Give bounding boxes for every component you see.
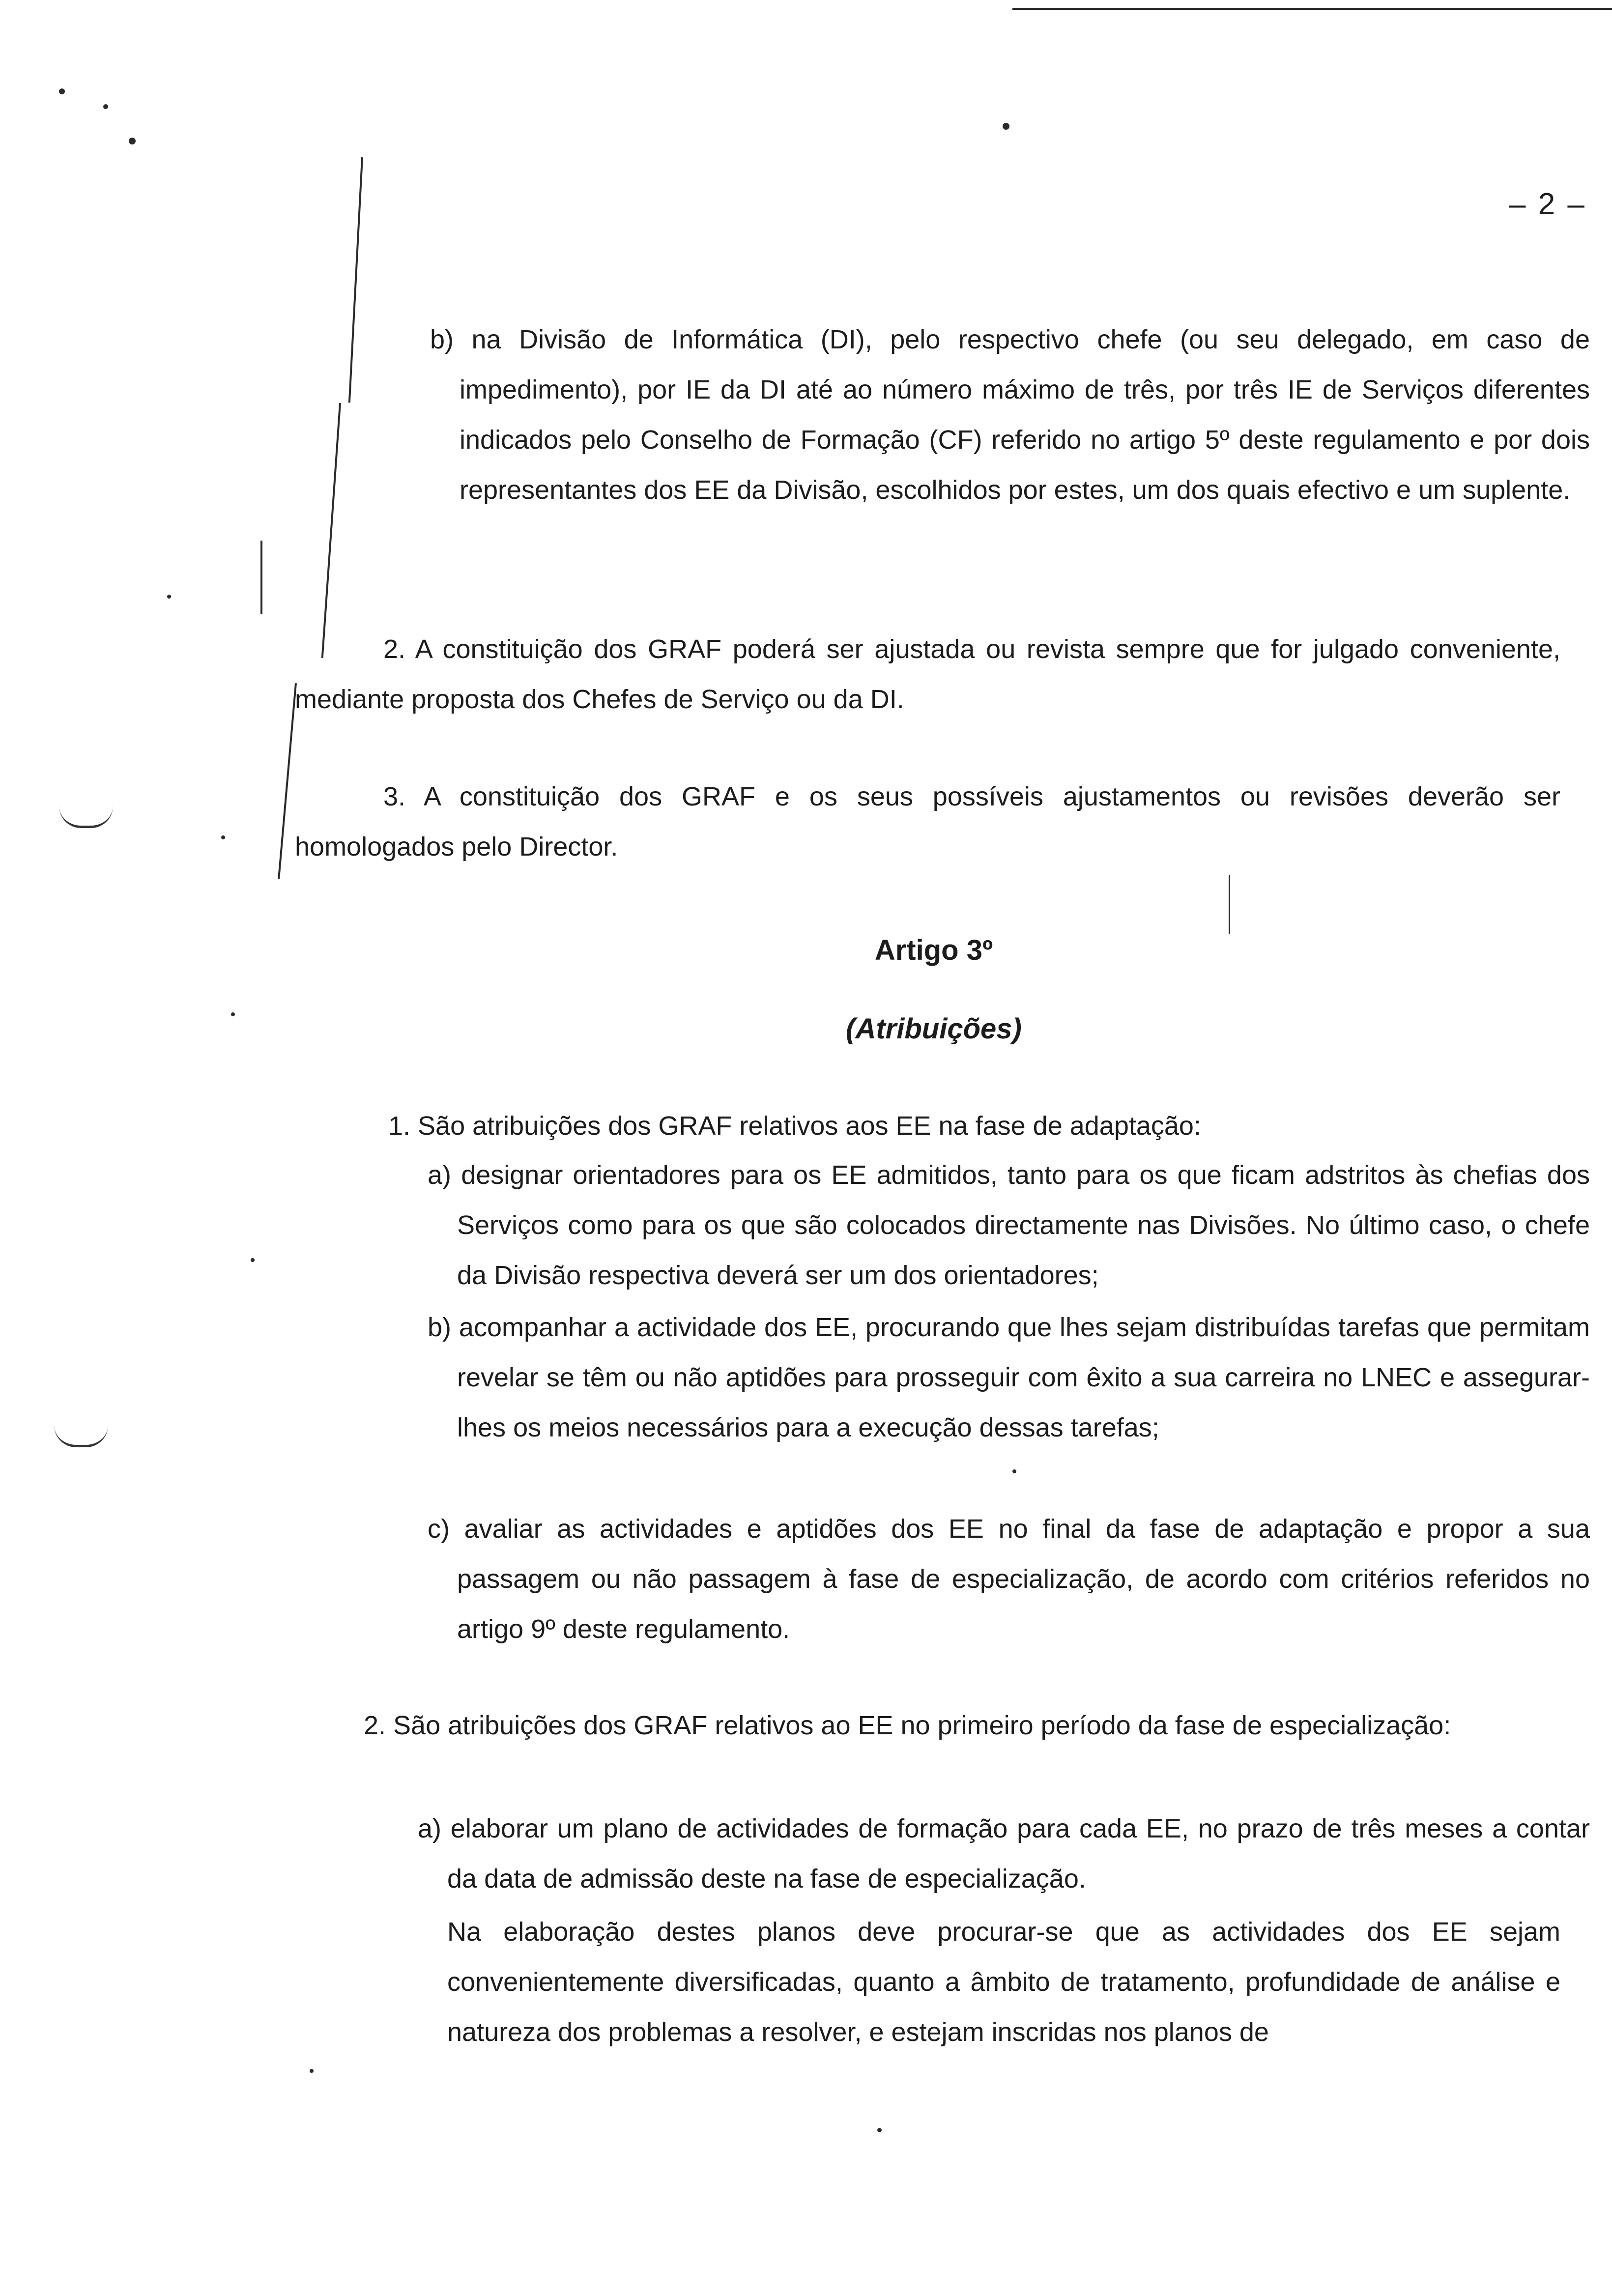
scan-top-rule — [1012, 8, 1612, 10]
scan-speck — [877, 2128, 882, 2132]
scan-curve-mark — [59, 806, 113, 828]
scan-speck — [129, 138, 136, 144]
section-1-item-a: a) designar orientadores para os EE admitidos, tanto para os que ficam adstritos às chefias dos Serviços como para os que são colocados directamente nas Divisões. No último caso, o chefe da Divisão respectiva deverá ser um dos orientadores; — [428, 1160, 1590, 1290]
section-2-intro: 2. São atribuições dos GRAF relativos ao EE no primeiro período da fase de especialização: — [364, 1711, 1451, 1740]
scan-speck — [1003, 123, 1009, 130]
paragraph-3: 3. A constituição dos GRAF e os seus possíveis ajustamentos ou revisões deverão ser homologados pelo Director. — [295, 782, 1560, 861]
section-2-item-a: a) elaborar um plano de actividades de formação para cada EE, no prazo de três meses a contar da data de admissão deste na fase de especialização. — [418, 1814, 1590, 1894]
scan-speck — [167, 595, 171, 599]
paragraph-2: 2. A constituição dos GRAF poderá ser ajustada ou revista sempre que for julgado conveniente, mediante proposta dos Chefes de Serviço ou da DI. — [295, 634, 1560, 714]
scan-speck — [59, 88, 65, 94]
scan-speck — [251, 1258, 255, 1262]
article-title: Artigo 3º — [874, 934, 993, 966]
scan-speck — [231, 1012, 235, 1016]
section-2-note: Na elaboração destes planos deve procurar-se que as actividades dos EE sejam convenientemente diversificadas, quanto a âmbito de tratamento, profundidade de análise e natureza dos problemas a resolver, e estejam inscridas nos planos de — [447, 1917, 1560, 2047]
scan-speck — [310, 2069, 314, 2073]
section-1-item-c: c) avaliar as actividades e aptidões dos EE no final da fase de adaptação e propor a sua passagem ou não passagem à fase de especialização, de acordo com critérios referidos no artigo 9º deste regulamento. — [428, 1514, 1590, 1644]
scan-speck — [1012, 1469, 1016, 1473]
scan-margin-line-3 — [278, 683, 297, 879]
page-number: – 2 – — [1509, 187, 1586, 221]
scan-curve-mark — [54, 1425, 108, 1447]
section-1-item-b: b) acompanhar a actividade dos EE, procurando que lhes sejam distribuídas tarefas que permitam revelar se têm ou não aptidões para prosseguir com êxito a sua carreira no LNEC e assegurar-lhes os meios necessários para a execução dessas tarefas; — [428, 1313, 1590, 1442]
scan-right-tick — [1229, 875, 1230, 934]
section-1-intro: 1. São atribuições dos GRAF relativos aos EE na fase de adaptação: — [388, 1111, 1201, 1141]
article-subtitle: (Atribuições) — [846, 1013, 1022, 1045]
scan-margin-line — [348, 157, 363, 403]
scan-speck — [221, 835, 225, 839]
scan-margin-tick — [260, 541, 262, 614]
scan-speck — [103, 104, 108, 109]
scan-margin-line-2 — [321, 403, 341, 658]
item-b-paragraph: b) na Divisão de Informática (DI), pelo respectivo chefe (ou seu delegado, em caso de impedimento), por IE da DI até ao número máximo de três, por três IE de Serviços diferentes indicados pelo Conselho de Formação (CF) referido no artigo 5º deste regulamento e por dois representantes dos EE da Divisão, escolhidos por estes, um dos quais efectivo e um suplente. — [430, 325, 1590, 505]
